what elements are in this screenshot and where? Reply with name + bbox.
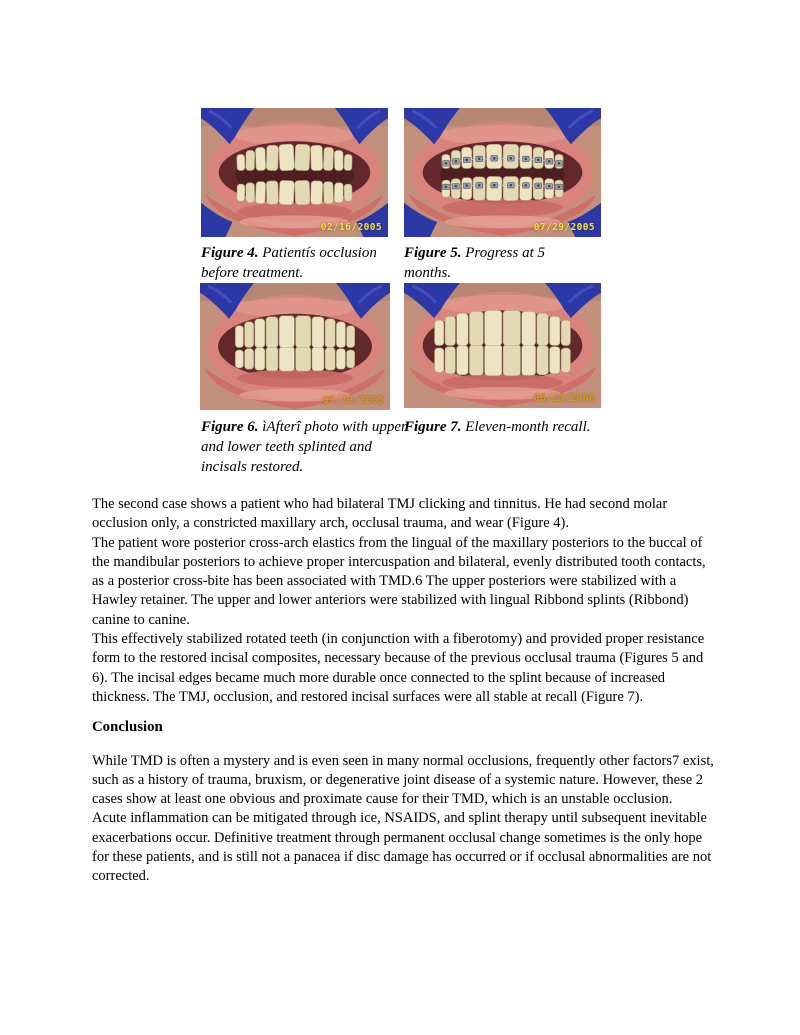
figure-6-date-stamp: 09/29/2005	[322, 395, 384, 406]
figure-6-photo	[200, 283, 390, 410]
figure-4-photo	[201, 108, 388, 237]
figure-4-caption-text: Patientís occlusion before treatment.	[201, 245, 377, 281]
figure-6-caption	[201, 417, 409, 477]
intraoral-photo-illustration	[201, 108, 388, 237]
figure-7-caption	[404, 417, 619, 437]
figure-7-date-stamp: 06/23/2006	[533, 393, 595, 404]
figure-5-photo	[404, 108, 601, 237]
figure-7-caption-text: Eleven-month recall.	[461, 419, 591, 435]
conclusion-paragraph-2: Acute inflammation can be mitigated through ice, NSAIDS, and splint therapy until subsequent inevitable exacerbations occur. Definitive treatment through permanent occlusal change sometimes is the only hope for these patients, and is still not a panacea if disc damage has occurred or if occlusal abnormalities are not corrected.	[92, 810, 712, 885]
body-paragraph-1: The second case shows a patient who had bilateral TMJ clicking and tinnitus. He had second molar occlusion only, a constricted maxillary arch, occlusal trauma, and wear (Figure 4).	[92, 496, 668, 532]
figure-5-caption-text: Progress at 5 months.	[404, 245, 545, 281]
conclusion-heading: Conclusion	[92, 719, 163, 736]
body-paragraph-3: This effectively stabilized rotated teeth (in conjunction with a fiberotomy) and provided proper resistance form to the restored incisal composites, necessary because of the previous occlusal trauma (Figures 5 and 6). The incisal edges became much more durable once connected to the splint because of increased thickness. The TMJ, occlusion, and restored incisal surfaces were all stable at recall (Figure 7).	[92, 631, 705, 705]
figure-4-caption	[201, 243, 406, 283]
figure-4-date-stamp: 02/16/2005	[320, 222, 382, 233]
figure-4-caption-label: Figure 4.	[201, 245, 259, 261]
intraoral-photo-illustration	[200, 283, 390, 410]
figure-5-caption-label: Figure 5.	[404, 245, 462, 261]
figure-6-caption-text: ìAfterî photo with upper and lower teeth splinted and incisals restored.	[201, 419, 407, 475]
figure-7-caption-label: Figure 7.	[404, 419, 462, 435]
intraoral-photo-illustration	[404, 283, 601, 408]
intraoral-photo-illustration	[404, 108, 601, 237]
figure-7-photo	[404, 283, 601, 408]
figure-5-caption	[404, 243, 574, 283]
figure-6-caption-label: Figure 6.	[201, 419, 259, 435]
article-body	[92, 495, 716, 887]
body-paragraph-2: The patient wore posterior cross-arch elastics from the lingual of the maxillary posteriors to the buccal of the mandibular posteriors to achieve proper intercuspation and bilateral, evenly distributed tooth contacts, as a posterior cross-bite has been associated with TMD.6 The upper posteriors were stabilized with a Hawley retainer. The upper and lower anteriors were stabilized with lingual Ribbond splints (Ribbond) canine to canine.	[92, 534, 706, 628]
figure-5-date-stamp: 07/29/2005	[533, 222, 595, 233]
conclusion-paragraph-1: While TMD is often a mystery and is even seen in many normal occlusions, frequently other factors7 exist, such as a history of trauma, bruxism, or degenerative joint disease of a systemic nature. However, these 2 cases show at least one obvious and proximate cause for their TMD, which is an unstable occlusion.	[92, 752, 714, 808]
